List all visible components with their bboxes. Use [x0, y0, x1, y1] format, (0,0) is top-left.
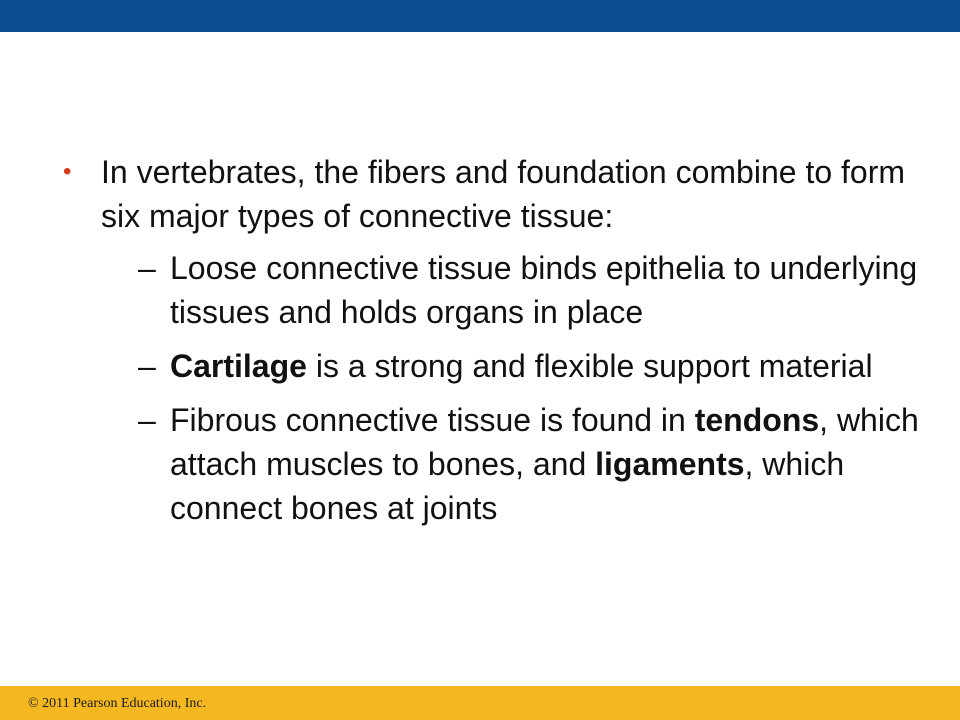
- sub-bullet-cartilage: [63, 344, 943, 388]
- slide-content: [63, 150, 943, 540]
- sub-bullet-text-pre: Fibrous connective tissue is found in: [170, 402, 695, 438]
- sub-bullet-text: is a strong and flexible support material: [306, 348, 873, 384]
- dash-icon: –: [138, 250, 156, 286]
- term-ligaments: ligaments: [595, 446, 745, 482]
- term-cartilage: Cartilage: [170, 348, 307, 384]
- sub-bullet-text-post: , which connect bones at joints: [170, 446, 845, 526]
- sub-bullet-fibrous-tissue: [63, 398, 943, 530]
- term-tendons: tendons: [694, 402, 820, 438]
- dash-icon: –: [138, 402, 156, 438]
- main-bullet: [63, 150, 943, 238]
- top-banner: [0, 0, 960, 32]
- copyright-notice: © 2011 Pearson Education, Inc.: [28, 696, 207, 711]
- sub-bullet-loose-tissue: [63, 246, 943, 334]
- main-bullet-text: In vertebrates, the fibers and foundation combine to form six major types of connective tissue:: [101, 154, 906, 234]
- sub-bullet-text: Loose connective tissue binds epithelia to underlying tissues and holds organs in place: [170, 250, 918, 330]
- footer-banner: [0, 686, 960, 720]
- dash-icon: –: [138, 348, 156, 384]
- sub-bullet-text-mid: , which attach muscles to bones, and: [170, 402, 919, 482]
- bullet-icon: •: [63, 158, 72, 185]
